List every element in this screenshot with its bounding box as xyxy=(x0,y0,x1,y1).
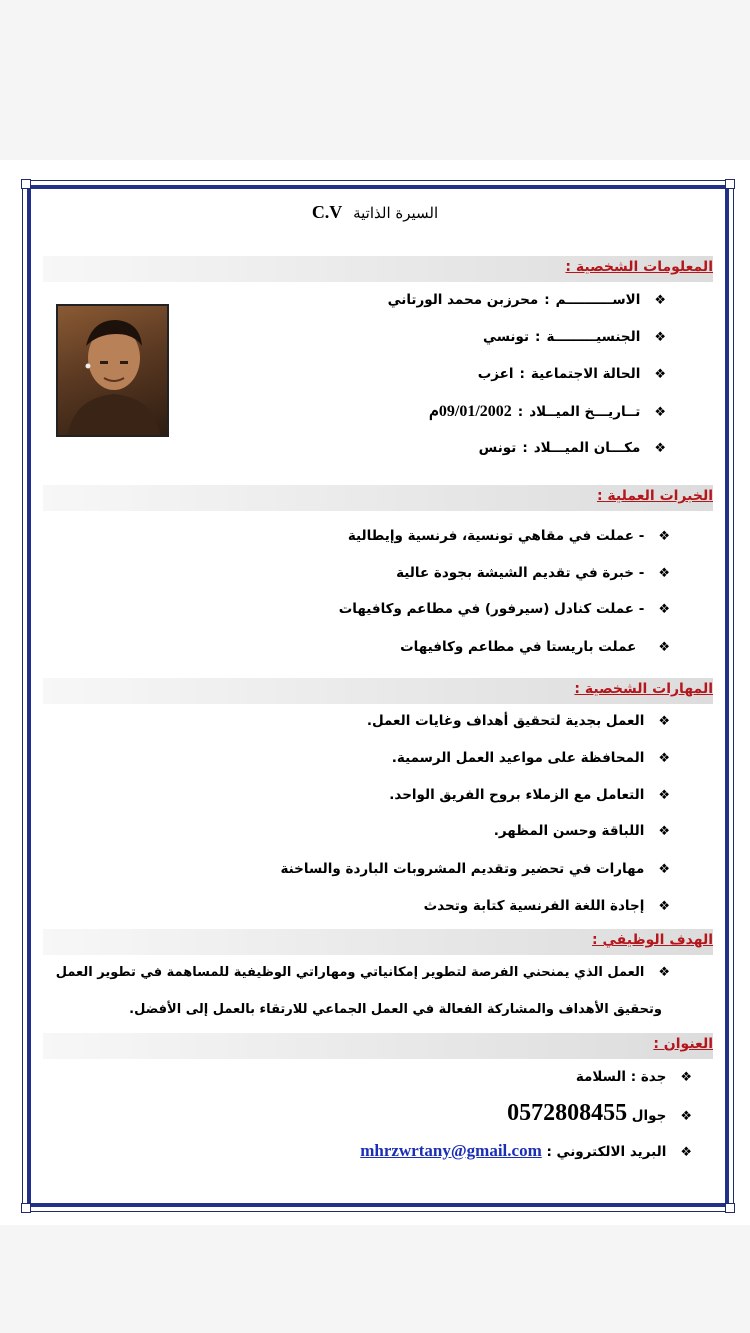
objective-line-2 xyxy=(129,1002,662,1017)
nationality-value: تونسي xyxy=(483,329,530,345)
skill-item xyxy=(424,898,670,914)
experience-item xyxy=(400,639,670,655)
personal-row-marital: ❖الحالة الاجتماعية:اعزب xyxy=(477,366,666,382)
title-cv: C.V xyxy=(311,202,343,222)
location-text: جدة : السلامة xyxy=(575,1069,667,1085)
border-corner-tr xyxy=(725,179,735,189)
bullet-icon: ❖ xyxy=(658,862,670,877)
skill-item xyxy=(367,713,670,729)
experience-text: - عملت في مقاهي تونسية، فرنسية وإيطالية xyxy=(347,528,645,544)
birthplace-label: مكـــان الميـــلاد xyxy=(533,440,641,456)
address-header-text: العنوان : xyxy=(653,1036,713,1052)
top-margin xyxy=(0,0,750,160)
skill-item xyxy=(280,861,670,877)
bullet-icon: ❖ xyxy=(654,293,666,308)
address-email xyxy=(360,1141,692,1161)
skill-text: العمل بجدية لتحقيق أهداف وغايات العمل. xyxy=(366,713,645,729)
bottom-margin xyxy=(0,1225,750,1333)
experience-text: - عملت كنادل (سيرفور) في مطاعم وكافيهات xyxy=(338,601,645,617)
experience-item xyxy=(396,565,670,581)
bullet-icon: ❖ xyxy=(654,441,666,456)
personal-row-birthplace: ❖مكـــان الميـــلاد:تونس xyxy=(478,440,666,456)
marital-value: اعزب xyxy=(477,366,514,382)
section-address-header xyxy=(43,1033,713,1059)
profile-photo xyxy=(56,304,169,437)
birthdate-label: تــاريـــخ الميــلاد xyxy=(529,404,641,420)
border-corner-bl xyxy=(21,1203,31,1213)
phone-number[interactable]: 0572808455 xyxy=(507,1100,628,1126)
bullet-icon: ❖ xyxy=(680,1109,692,1124)
bullet-icon: ❖ xyxy=(654,330,666,345)
bullet-icon: ❖ xyxy=(658,566,670,581)
bullet-icon: ❖ xyxy=(658,751,670,766)
name-value: محرزبن محمد الورتاني xyxy=(387,292,539,308)
experience-text: عملت باريستا في مطاعم وكافيهات xyxy=(400,639,637,655)
bullet-icon: ❖ xyxy=(658,529,670,544)
skill-text: التعامل مع الزملاء بروح الفريق الواحد. xyxy=(389,787,645,803)
skill-text: المحافظة على مواعيد العمل الرسمية. xyxy=(391,750,645,766)
email-label: البريد الالكتروني : xyxy=(546,1144,667,1160)
bullet-icon: ❖ xyxy=(654,405,666,420)
objective-text-1: العمل الذي يمنحني الفرصة لتطوير إمكانياتي ومهاراتي الوظيفية للمساهمة في تطوير العمل xyxy=(55,965,645,980)
section-experience-header xyxy=(43,485,713,511)
skills-header-text: المهارات الشخصية : xyxy=(574,681,713,697)
skill-item xyxy=(392,750,670,766)
person-portrait-icon xyxy=(58,306,167,435)
marital-label: الحالة الاجتماعية xyxy=(530,366,641,382)
name-label: الاســــــــــم xyxy=(555,292,641,308)
address-phone xyxy=(507,1100,692,1127)
experience-text: - خبرة في تقديم الشيشة بجودة عالية xyxy=(396,565,645,581)
experience-item xyxy=(348,528,670,544)
bullet-icon: ❖ xyxy=(680,1070,692,1085)
skill-item xyxy=(389,787,670,803)
bullet-icon: ❖ xyxy=(658,602,670,617)
skill-text: مهارات في تحضير وتقديم المشروبات الباردة والساخنة xyxy=(280,861,645,877)
bullet-icon: ❖ xyxy=(680,1145,692,1160)
bullet-icon: ❖ xyxy=(658,899,670,914)
email-link[interactable]: mhrzwrtany@gmail.com xyxy=(360,1141,542,1160)
personal-header-text: المعلومات الشخصية : xyxy=(565,259,713,275)
objective-line-1 xyxy=(56,965,670,980)
personal-row-birthdate: ❖تــاريـــخ الميــلاد:09/01/2002م xyxy=(428,403,666,420)
bullet-icon: ❖ xyxy=(658,788,670,803)
bullet-icon: ❖ xyxy=(658,714,670,729)
objective-text-2: وتحقيق الأهداف والمشاركة الفعالة في العمل الجماعي للارتقاء بالعمل إلى الأفضل. xyxy=(129,1002,662,1017)
experience-item xyxy=(339,601,670,617)
skill-item xyxy=(494,823,670,839)
page-title xyxy=(0,202,750,223)
birthdate-value: 09/01/2002م xyxy=(428,403,512,420)
skill-text: اللباقة وحسن المظهر. xyxy=(493,823,645,839)
skill-text: إجادة اللغة الفرنسية كتابة وتحدث xyxy=(423,898,645,914)
experience-header-text: الخبرات العملية : xyxy=(596,488,713,504)
bullet-icon: ❖ xyxy=(658,965,670,980)
personal-row-nationality: ❖الجنسيـــــــــة:تونسي xyxy=(483,329,666,345)
objective-header-text: الهدف الوظيفي : xyxy=(592,932,713,948)
bullet-icon: ❖ xyxy=(658,640,670,655)
bullet-icon: ❖ xyxy=(658,824,670,839)
section-skills-header xyxy=(43,678,713,704)
section-objective-header xyxy=(43,929,713,955)
bullet-icon: ❖ xyxy=(654,367,666,382)
border-corner-br xyxy=(725,1203,735,1213)
section-personal-header xyxy=(43,256,713,282)
personal-row-name: ❖الاســــــــــم:محرزبن محمد الورتاني xyxy=(387,292,666,308)
nationality-label: الجنسيـــــــــة xyxy=(546,329,641,345)
title-text: السيرة الذاتية xyxy=(353,204,439,222)
address-location xyxy=(576,1069,692,1085)
birthplace-value: تونس xyxy=(478,440,517,456)
border-corner-tl xyxy=(21,179,31,189)
phone-label: جوال xyxy=(631,1108,667,1124)
